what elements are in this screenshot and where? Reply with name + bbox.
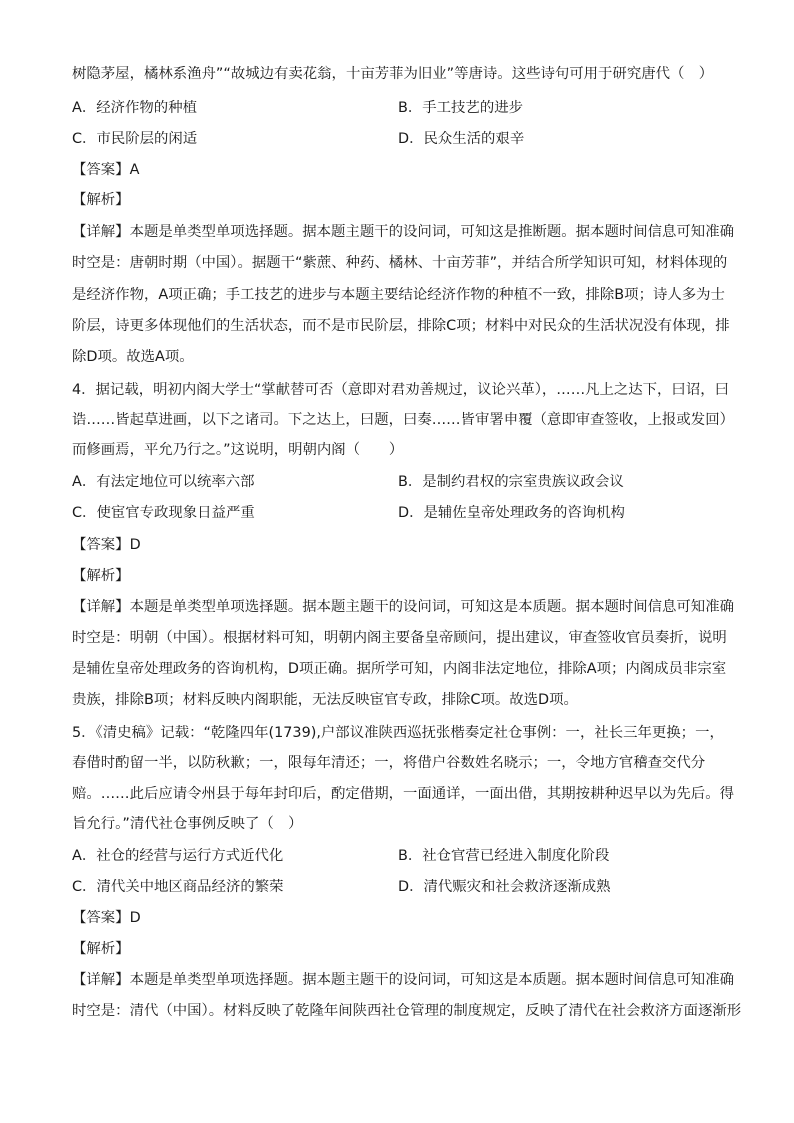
question-5-analysis-label: 【解析】 [72, 941, 130, 957]
question-4-detail-line: 【详解】本题是单类型单项选择题。据本题主题干的设问词，可知这是本质题。据本题时间信息可知准确 [72, 599, 734, 615]
question-4-option-c: C．使宦官专政现象日益严重 [72, 505, 255, 521]
question-4-detail-line: 是辅佐皇帝处理政务的咨询机构，D项正确。据所学可知，内阁非法定地位，排除A项；内阁成员非宗室 [72, 661, 727, 677]
question-3-option-d: D．民众生活的艰辛 [398, 131, 525, 147]
question-3-option-b: B．手工技艺的进步 [398, 100, 523, 116]
question-4-option-d: D．是辅佐皇帝处理政务的咨询机构 [398, 505, 625, 521]
question-3-stem: 树隐茅屋，橘林系渔舟”“故城边有卖花翁，十亩芳菲为旧业”等唐诗。这些诗句可用于研究唐代（ ） [72, 66, 714, 82]
question-4-option-b: B．是制约君权的宗室贵族议政会议 [398, 474, 624, 490]
question-4-detail-line: 时空是：明朝（中国）。根据材料可知，明朝内阁主要备皇帝顾问，提出建议，审查签收官员奏折，说明 [72, 630, 727, 646]
question-3-answer: 【答案】A [72, 162, 140, 178]
question-4-analysis-label: 【解析】 [72, 568, 130, 584]
question-5-detail-line: 【详解】本题是单类型单项选择题。据本题主题干的设问词，可知这是本质题。据本题时间信息可知准确 [72, 972, 734, 988]
question-3-detail-line: 时空是：唐朝时期（中国）。据题干“紫蔗、种药、橘林、十亩芳菲”，并结合所学知识可知，材料体现的 [72, 255, 728, 271]
question-4-stem-line: 诰……皆起草进画，以下之诸司。下之达上，曰题，曰奏……皆审署申覆（意即审查签收，上报或发回） [72, 412, 734, 428]
question-5-answer: 【答案】D [72, 910, 141, 926]
question-4-detail-line: 贵族，排除B项；材料反映内阁职能，无法反映宦官专政，排除C项。故选D项。 [72, 692, 578, 708]
question-4-answer: 【答案】D [72, 537, 141, 553]
question-3-detail-line: 是经济作物，A项正确；手工技艺的进步与本题主要结论经济作物的种植不一致，排除B项；诗人多为士 [72, 287, 725, 303]
question-3-option-c: C．市民阶层的闲适 [72, 131, 198, 147]
question-5-detail-line: 时空是：清代（中国）。材料反映了乾隆年间陕西社仓管理的制度规定，反映了清代在社会救济方面逐渐形 [72, 1003, 742, 1019]
question-5-stem-line: 旨允行。”清代社仓事例反映了（ ） [72, 816, 303, 832]
question-3-option-a: A．经济作物的种植 [72, 100, 197, 116]
question-5-stem-line: 5．《清史稿》记载：“乾隆四年(1739),户部议准陕西巡抚张楷奏定社仓事例：一，社长三年更换；一， [72, 725, 724, 741]
question-3-detail-line: 除D项。故选A项。 [72, 349, 194, 365]
question-5-option-a: A．社仓的经营与运行方式近代化 [72, 848, 284, 864]
question-5-option-d: D．清代赈灾和社会救济逐渐成熟 [398, 879, 611, 895]
question-4-stem-line: 4．据记载，明初内阁大学士“掌献替可否（意即对君劝善规过，议论兴革），……凡上之达下，曰诏，曰 [72, 382, 729, 398]
question-3-detail-line: 阶层，诗更多体现他们的生活状态，而不是市民阶层，排除C项；材料中对民众的生活状况没有体现，排 [72, 318, 730, 334]
question-5-option-c: C．清代关中地区商品经济的繁荣 [72, 879, 284, 895]
question-5-option-b: B．社仓官营已经进入制度化阶段 [398, 848, 610, 864]
question-4-stem-line: 而修画焉，平允乃行之。”这说明，明朝内阁（ ） [72, 442, 404, 458]
question-4-option-a: A．有法定地位可以统率六部 [72, 474, 255, 490]
question-3-analysis-label: 【解析】 [72, 192, 130, 208]
question-3-detail-line: 【详解】本题是单类型单项选择题。据本题主题干的设问词，可知这是推断题。据本题时间信息可知准确 [72, 224, 734, 240]
question-5-stem-line: 春借时酌留一半，以防秋歉；一，限每年清还；一，将借户谷数姓名晓示；一，令地方官稽查交代分 [72, 755, 706, 771]
question-5-stem-line: 赔。……此后应请令州县于每年封印后，酌定借期，一面通详，一面出借，其期按耕种迟早以为先后。得 [72, 786, 734, 802]
